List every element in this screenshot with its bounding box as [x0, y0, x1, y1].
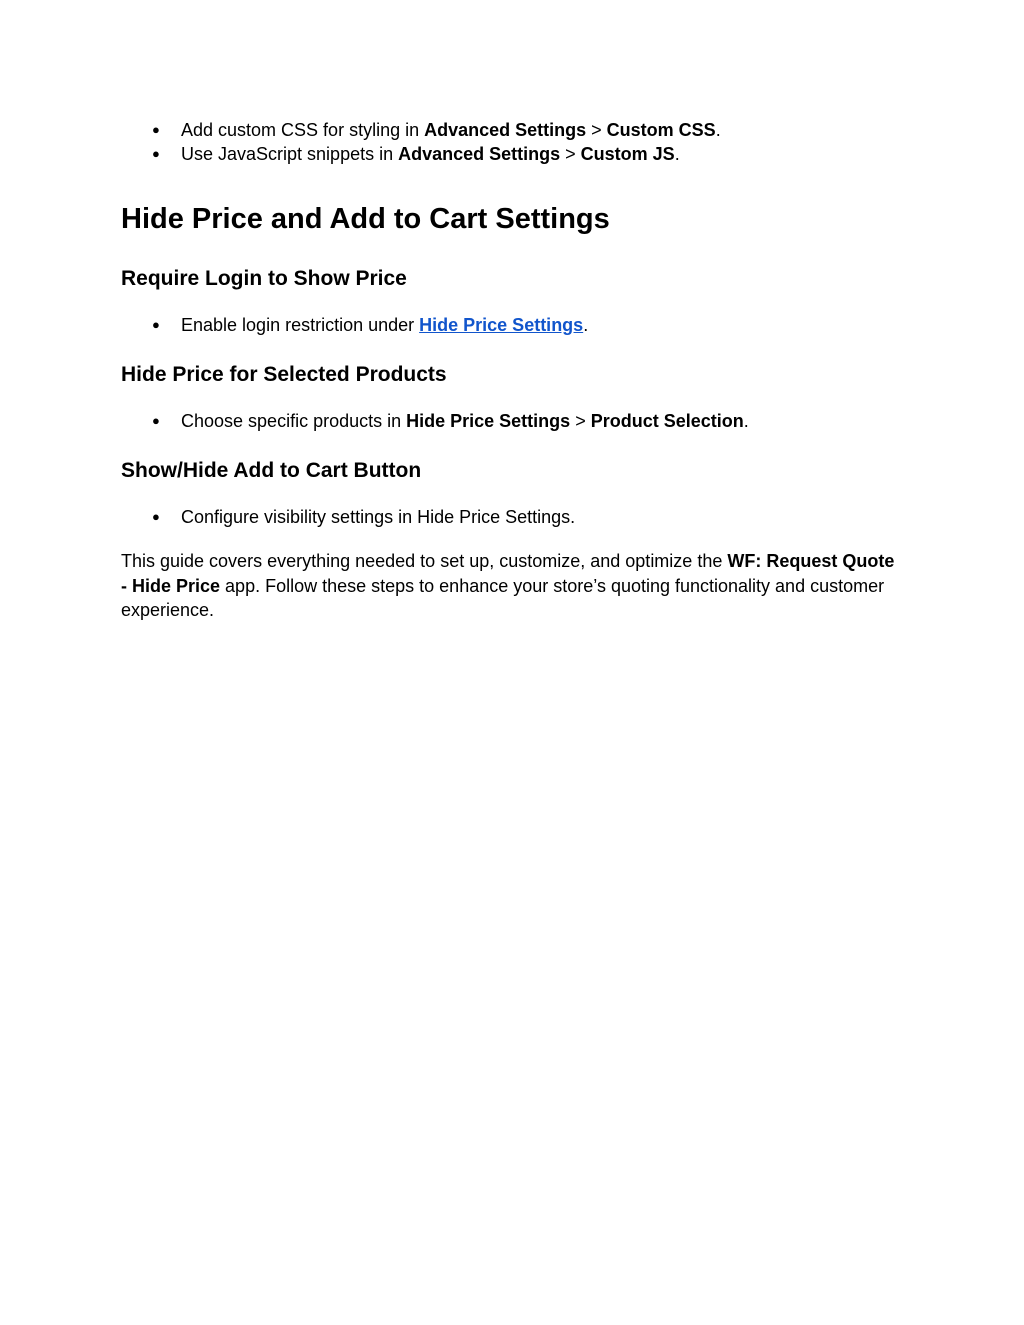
section-heading-selected: Hide Price for Selected Products	[121, 363, 447, 386]
list-item: ● Choose specific products in Hide Price Settings > Product Selection.	[152, 411, 749, 431]
list-item: ● Configure visibility settings in Hide Price Settings.	[152, 507, 576, 527]
bold-text: Advanced Settings	[398, 144, 561, 164]
list-item: ● Enable login restriction under Hide Price Settings.	[152, 315, 589, 335]
intro-list	[121, 118, 901, 166]
bullet-icon: ●	[152, 122, 160, 137]
hide-price-settings-link[interactable]: Hide Price Settings	[419, 315, 584, 335]
bold-text: Advanced Settings	[424, 120, 587, 140]
login-list	[121, 313, 901, 337]
list-item: ● Add custom CSS for styling in Advanced Settings > Custom CSS.	[152, 120, 721, 140]
bold-text: Product Selection	[590, 411, 744, 431]
bold-text: Custom CSS	[606, 120, 716, 140]
bold-text: Custom JS	[580, 144, 675, 164]
main-heading: Hide Price and Add to Cart Settings	[121, 203, 610, 235]
bullet-icon: ●	[152, 317, 160, 332]
bullet-icon: ●	[152, 146, 160, 161]
list-item: ● Use JavaScript snippets in Advanced Settings > Custom JS.	[152, 144, 680, 164]
cart-list	[121, 505, 901, 529]
bold-text: Hide Price Settings	[406, 411, 571, 431]
section-heading-login: Require Login to Show Price	[121, 267, 407, 290]
closing-paragraph: This guide covers everything needed to set up, customize, and optimize the WF: Request Quote - Hide Price app. Follow these steps to enhance your store’s quoting functionality and customer experience.	[121, 551, 895, 620]
app-name: WF: Request Quote - Hide Price	[121, 551, 895, 596]
selected-list	[121, 409, 901, 433]
bullet-icon: ●	[152, 509, 160, 524]
section-heading-cart: Show/Hide Add to Cart Button	[121, 459, 422, 482]
document-content	[121, 118, 901, 623]
bullet-icon: ●	[152, 413, 160, 428]
